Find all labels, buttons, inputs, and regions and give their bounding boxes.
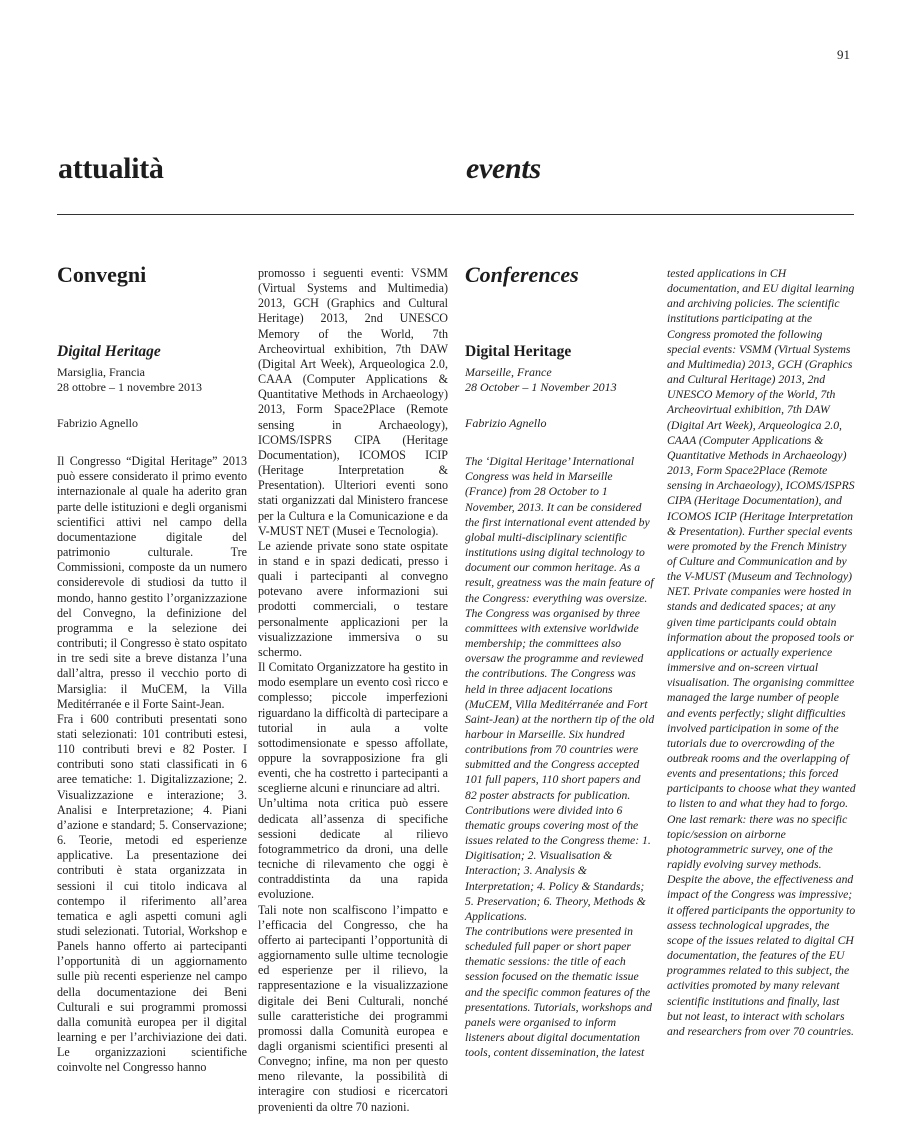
italian-author: Fabrizio Agnello: [57, 416, 138, 430]
english-paragraph: tested applications in CH documentation, and EU digital learning and archiving policies. The scientific institutions participating at the Congress promoted the following special events: VSMM (Virtual Systems and Multimedia) 2013, GCH (Graphics and Cultural Heritage) 2013, 2nd UNESCO Memory of the World, 7th Archeovirtual exhibition, 7th DAW (Digital Art Week), Arqueologica 2.0, CAAA (Computer Applications & Quantitative Methods in Archaeology) 2013, Form Space2Place (Remote sensing in Archaeology), ICOMS/ISPRS CIPA (Heritage Documentation), and ICOMOS ICIP (Heritage Interpretation & Presentation). Further special events were promoted by the French Ministry of Culture and Communication and by the V-MUST (Museum and Technology) NET. Private companies were hosted in stands and dedicated spaces; at any given time participants could obtain information about the proposed tools or applications or actually experience immersive and on-screen virtual visualisation. The organising committee managed the large number of people and events perfectly; slight difficulties involved participation in some of the tutorials due to overcrowding of the outbreak rooms and the overlapping of events and presentations; this forced participants to choose what they wanted to listen to and what they had to forgo. One last remark: there was no specific topic/session on airborne photogrammetric survey, one of the rapidly evolving survey methods. Despite the above, the effectiveness and impact of the Congress was impressive; it offered participants the opportunity to assess technological upgrades, the scope of the issues related to digital CH documentation, the features of the EU programmes related to this subject, the activities promoted by many relevant scientific institutions and finally, last but not least, to interact with scholars and researchers from over 70 countries.: [667, 267, 856, 1038]
italian-paragraph: Le aziende private sono state ospitate in stand e in spazi dedicati, presso i quali i partecipanti al convegno potevano avere informazioni sui prodotti commerciali, o testare personalmente applicazioni per la visualizzazione immersiva o su schermo.: [258, 538, 448, 659]
italian-paragraph: Il Congresso “Digital Heritage” 2013 può essere considerato il primo evento internazionale al quale ha aderito gran parte delle istituzioni e degli organismi scientifici attivi nel campo della documentazione digitale del patrimonio culturale. Tre Commissioni, composte da un numero considerevole di studiosi da tutto il mondo, hanno gestito l’organizzazione del Convegno, la definizione del programma e la selezione dei contributi; il Congresso è stato ospitato in tre sedi site a breve distanza l’una dall’altra, presso il vecchio porto di Marsiglia: il MuCEM, la Villa Meditérranée e il Forte Saint-Jean.: [57, 454, 247, 711]
italian-column-2: [258, 266, 448, 1115]
italian-heading: Convegni: [57, 262, 147, 287]
header-rule: [57, 214, 854, 215]
italian-column-1: [57, 262, 247, 1076]
english-column-2: [667, 266, 857, 1039]
english-heading: Conferences: [465, 262, 579, 287]
english-subheading: Digital Heritage: [465, 343, 572, 360]
italian-paragraph: Il Comitato Organizzatore ha gestito in modo esemplare un evento così ricco e complesso; piccole imperfezioni riguardano la difficoltà di partecipare a tutorial in aula a volte sottodimensionate e spesso affollate, oppure la sovrapposizione fra gli eventi, che ha costretto i partecipanti a sceglierne alcuni e rinunciare ad altri.: [258, 660, 448, 796]
italian-paragraph: promosso i seguenti eventi: VSMM (Virtual Systems and Multimedia) 2013, GCH (Graphics and Cultural Heritage) 2013, 2nd UNESCO Memory of the World, 7th Archeovirtual exhibition, 7th DAW (Digital Art Week), Arqueologica 2.0, CAAA (Computer Applications & Quantitative Methods in Archaeology) 2013, Form Space2Place (Remote sensing in Archaeology), ICOMS/ISPRS CIPA (Heritage Documentation), ICOMOS ICIP (Heritage Interpretation & Presentation). Ulteriori eventi sono stati organizzati dal Ministero francese per la Cultura e la Comunicazione e da V-MUST NET (Musei e Tecnologia).: [258, 266, 448, 538]
english-paragraph: The contributions were presented in scheduled full paper or short paper thematic sessions: the title of each session focused on the thematic issue and the specific common features of the presentations. Tutorials, workshops and panels were organised to inform listeners about digital documentation tools, content dissemination, the latest: [465, 925, 652, 1060]
english-author: Fabrizio Agnello: [465, 416, 547, 430]
section-title-english: events: [466, 152, 541, 185]
english-paragraph: Contributions were divided into 6 thematic groups covering most of the issues related to the Congress theme: 1. Digitisation; 2. Visualisation & Interaction; 3. Analysis & Interpretation; 4. Policy & Standards; 5. Preservation; 6. Theory, Methods & Applications.: [465, 803, 651, 923]
italian-paragraph: Fra i 600 contributi presentati sono stati selezionati: 101 contributi estesi, 110 contributi brevi e 82 Poster. I contributi sono stati classificati in 6 aree tematiche: 1. Digitalizzazione; 2. Visualizzazione e interazione; 3. Analisi e Interpretazione; 4. Piani d’azione e standard; 5. Conservazione; 6. Teorie, metodi ed esperienze applicative. La presentazione dei contributi è stata organizzata in sessioni il cui titolo indicava al contempo il riferimento all’area tematica e agli aspetti comuni agli studi selezionati. Tutorial, Workshop e Panels hanno offerto ai partecipanti l’opportunità di un aggiornamento sulle più recenti esperienze nel campo della documentazione dei Beni Culturali e sui programmi promossi dalla comunità europea per il digital learning e per l’archiviazione dei dati. Le organizzazioni scientifiche coinvolte nel Congresso hanno: [57, 711, 247, 1075]
english-paragraph: The ‘Digital Heritage’ International Congress was held in Marseille (France) from 28 October to 1 November, 2013. It can be considered the first international event attended by global multi-disciplinary scientific institutions using digital technology to document our common heritage. As a result, greatness was the main feature of the Congress: everything was oversize. The Congress was organised by three committees with extensive worldwide membership; the committees also oversaw the programme and reviewed the contributions. The Congress was held in three adjacent locations (MuCEM, Villa Meditérranée and Fort Saint-Jean) at the northern tip of the old harbour in Marseille. Six hundred contributions from 70 countries were submitted and the Congress accepted 101 full papers, 110 short papers and 82 poster abstracts for publication.: [465, 455, 655, 802]
italian-paragraph: Un’ultima nota critica può essere dedicata all’assenza di specifiche sessioni dedicate al rilievo fotogrammetrico da droni, una delle tecniche di rilevamento che oggi è contraddistinta da una rapida evoluzione.: [258, 796, 448, 902]
section-title-italian: attualità: [58, 152, 164, 185]
italian-subheading: Digital Heritage: [57, 343, 161, 360]
italian-paragraph: Tali note non scalfiscono l’impatto e l’efficacia del Congresso, che ha offerto ai partecipanti l’opportunità di aggiornamento sulle ultime tecnologie ed esperienze per il rilievo, la rappresentazione e la visualizzazione digitale dei Beni Culturali, nonché sulle caratteristiche dei programmi promossi dalla Comunità europea e dagli organismi scientifici presenti al Convegno; infine, ma non per questo meno rilevante, la possibilità di interagire con studiosi e ricercatori provenienti da oltre 70 nazioni.: [258, 902, 448, 1114]
page-number: 91: [837, 47, 850, 62]
italian-location: Marsiglia, Francia: [57, 365, 145, 379]
italian-dates: 28 ottobre – 1 novembre 2013: [57, 380, 202, 394]
english-column-1: [465, 262, 655, 1060]
english-dates: 28 October – 1 November 2013: [465, 380, 617, 394]
english-location: Marseille, France: [465, 365, 552, 379]
